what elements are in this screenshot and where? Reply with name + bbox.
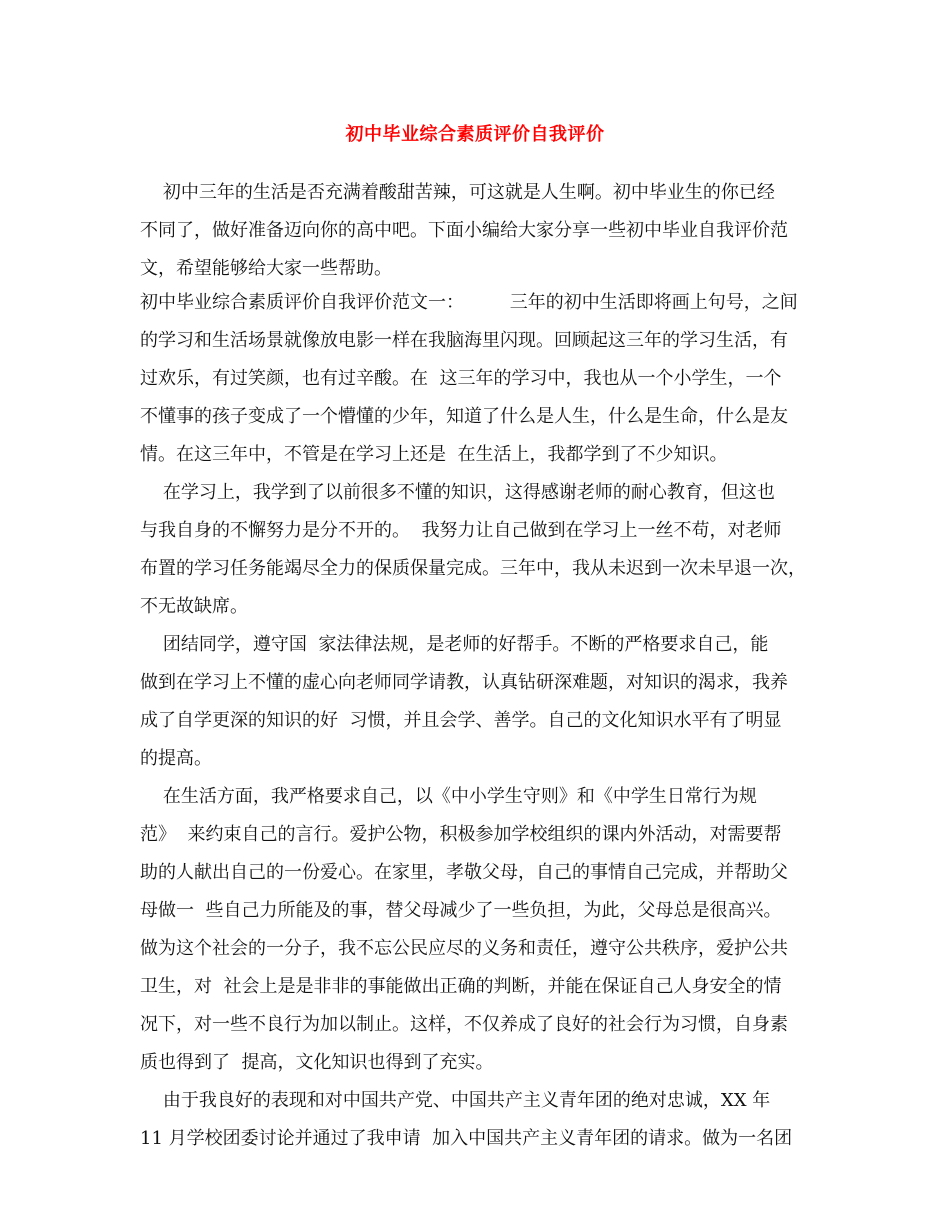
body-text-line: 的提高。: [140, 748, 212, 769]
body-text-line: 母做一 些自己力所能及的事，替父母减少了一些负担，为此，父母总是很高兴。: [140, 900, 782, 921]
body-text-line: 与我自身的不懈努力是分不开的。 我努力让自己做到在学习上一丝不苟，对老师: [140, 520, 782, 541]
body-text-line: 范》 来约束自己的言行。爱护公物，积极参加学校组织的课内外活动，对需要帮: [140, 824, 782, 845]
body-text-line: 的学习和生活场景就像放电影一样在我脑海里闪现。回顾起这三年的学习生活，有: [140, 330, 788, 351]
body-text-line: 布置的学习任务能竭尽全力的保质保量完成。三年中，我从未迟到一次未早退一次，: [140, 558, 806, 579]
body-text-line: 成了自学更深的知识的好 习惯，并且会学、善学。自己的文化知识水平有了明显: [140, 710, 782, 731]
body-text-line: 卫生，对 社会上是是非非的事能做出正确的判断，并能在保证自己人身安全的情: [140, 976, 782, 997]
body-text-line: 过欢乐，有过笑颜，也有过辛酸。在 这三年的学习中，我也从一个小学生，一个: [140, 368, 782, 389]
document-title: 初中毕业综合素质评价自我评价: [345, 124, 605, 145]
body-text-line: 不同了，做好准备迈向你的高中吧。下面小编给大家分享一些初中毕业自我评价范: [140, 220, 788, 241]
body-text-line: 做为这个社会的一分子，我不忘公民应尽的义务和责任，遵守公共秩序，爱护公共: [140, 938, 788, 959]
body-text-line: 做到在学习上不懂的虚心向老师同学请教，认真钻研深难题，对知识的渴求，我养: [140, 672, 788, 693]
body-text-line: 初中三年的生活是否充满着酸甜苦辣，可这就是人生啊。初中毕业生的你已经: [140, 182, 775, 203]
body-text-line: 在学习上，我学到了以前很多不懂的知识，这得感谢老师的耐心教育，但这也: [140, 482, 775, 503]
body-text-line: 情。在这三年中，不管是在学习上还是 在生活上，我都学到了不少知识。: [140, 444, 728, 465]
body-text-line: 11 月学校团委讨论并通过了我申请 加入中国共产主义青年团的请求。做为一名团: [140, 1128, 793, 1149]
body-text-line: 不无故缺席。: [140, 596, 248, 617]
body-text-line: 团结同学，遵守国 家法律法规，是老师的好帮手。不断的严格要求自己，能: [140, 634, 769, 655]
body-text-line: 不懂事的孩子变成了一个懵懂的少年，知道了什么是人生，什么是生命，什么是友: [140, 406, 788, 427]
body-text-line: 在生活方面，我严格要求自己，以《中小学生守则》和《中学生日常行为规: [140, 786, 757, 807]
body-text-line: 助的人献出自己的一份爱心。在家里，孝敬父母，自己的事情自己完成，并帮助父: [140, 862, 788, 883]
body-text-line: 文，希望能够给大家一些帮助。: [140, 258, 392, 279]
body-text-line: 质也得到了 提高，文化知识也得到了充实。: [140, 1052, 494, 1073]
body-text-line: 况下，对一些不良行为加以制止。这样，不仅养成了良好的社会行为习惯，自身素: [140, 1014, 788, 1035]
body-text-line: 初中毕业综合素质评价自我评价范文一： 三年的初中生活即将画上句号，之间: [140, 292, 798, 313]
body-text-line: 由于我良好的表现和对中国共产党、中国共产主义青年团的绝对忠诚，XX 年: [140, 1090, 771, 1111]
